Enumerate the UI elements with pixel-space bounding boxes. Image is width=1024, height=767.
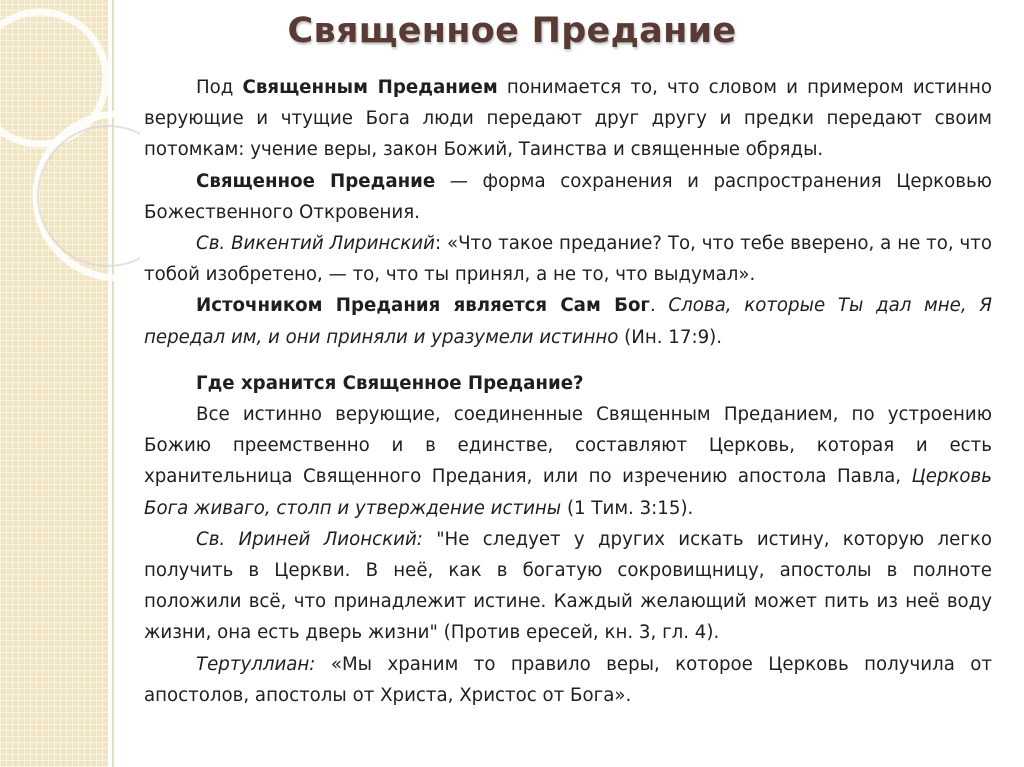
paragraph-tertullian-quote <box>144 649 992 711</box>
paragraph-form <box>144 166 992 228</box>
quote-text: : «Что такое предание? То, что тебе вверено, а не то, что тобой изобретено, — то, что ты принял, а не то, что выдумал». <box>144 233 992 286</box>
paragraph-definition <box>144 72 992 166</box>
text-run: понимается то, что словом и примером истинно верующие и чтущие Бога люди передают друг другу и предки передают своим потомкам: учение веры, закон Божий, Таинства и священные обряды. <box>144 77 992 161</box>
slide-body <box>144 72 992 711</box>
text-run: . <box>649 295 669 317</box>
scripture-quote: Слова, которые Ты дал мне, Я передал им, и они приняли и уразумели истинно <box>144 295 992 348</box>
quote-author: Тертуллиан: <box>196 653 316 675</box>
slide-title: Священное Предание <box>287 11 737 51</box>
section-heading-text: Где хранится Священное Предание? <box>196 372 584 394</box>
paragraph-church <box>144 399 992 524</box>
quote-author: Св. Викентий Лиринский <box>196 233 435 255</box>
text-run: Все истинно верующие, соединенные Священным Преданием, по устроению Божию преемственно и в единстве, составляют Церковь, которая и есть хранительница Священного Предания, или по изречению апостола Павла, <box>144 404 992 488</box>
term-sacred-tradition: Священным Преданием <box>242 77 498 98</box>
paragraph-irenaeus-quote <box>144 524 992 649</box>
scripture-reference: (Ин. 17:9). <box>618 326 723 348</box>
text-run: — форма сохранения и распространения Церковью Божественного Откровения. <box>144 170 992 223</box>
text-run: Под <box>196 77 243 98</box>
scripture-quote: Церковь Бога живаго, столп и утверждение истины <box>144 466 992 519</box>
quote-author: Св. Ириней Лионский: <box>196 528 423 550</box>
scripture-reference: (1 Тим. 3:15). <box>561 497 694 519</box>
statement-source: Источником Предания является Сам Бог <box>196 295 650 317</box>
quote-text: "Не следует у других искать истину, которую легко получить в Церкви. В неё, как в богатую сокровищницу, апостолы в полноте положили всё, что принадлежит истине. Каждый желающий может пить из неё воду жизни, она есть дверь жизни" (Против ересей, кн. 3, гл. 4). <box>144 528 992 644</box>
paragraph-source <box>144 290 992 352</box>
quote-text: «Мы храним то правило веры, которое Церковь получила от апостолов, апостолы от Христа, Христос от Бога». <box>144 653 992 706</box>
section-heading <box>144 368 992 399</box>
paragraph-vincent-quote <box>144 228 992 290</box>
term-sacred-tradition: Священное Предание <box>196 170 436 192</box>
